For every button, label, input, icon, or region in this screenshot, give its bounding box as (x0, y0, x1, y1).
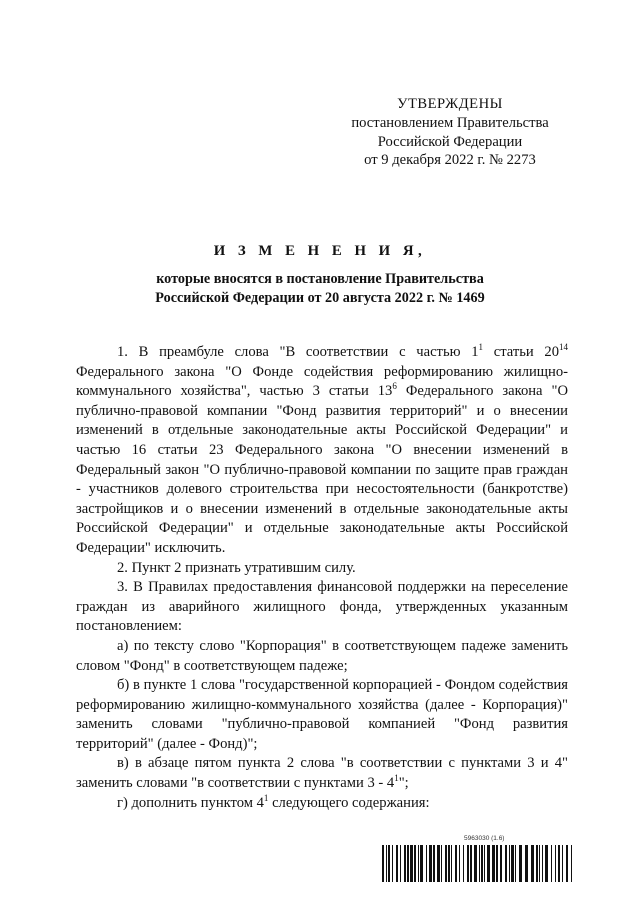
subparagraph-b: б) в пункте 1 слова "государственной корпорацией - Фондом содействия реформированию жилищно-коммунального хозяйства (далее - Корпорация)" заменить словами "публично-правовой компанией "Фонд развития территорий" (далее - Фонд)"; (76, 677, 568, 752)
document-barcode (382, 835, 572, 883)
subparagraph-v (76, 754, 568, 793)
subparagraph-g (76, 794, 568, 814)
barcode-icon (382, 845, 572, 882)
approval-line-government: Российской Федерации (377, 133, 523, 150)
paragraph-1-sup-a: 1 (478, 342, 484, 353)
title-subtitle-line1: которые вносятся в постановление Правительства (156, 271, 484, 287)
paragraph-1-sup-b: 14 (559, 342, 569, 353)
subparagraph-v-text-b: "; (398, 775, 409, 792)
approval-stamp (330, 95, 570, 170)
subparagraph-a: а) по тексту слово "Корпорация" в соответствующем падеже заменить словом "Фонд" в соответствующем падеже; (76, 637, 568, 674)
paragraph-2: 2. Пункт 2 признать утратившим силу. (117, 559, 356, 576)
barcode-number: 5963030 (1.6) (464, 835, 505, 842)
document-body (76, 343, 568, 813)
paragraph-1-text-c: Федерального закона "О Фонде содействия реформированию жилищно-коммунального хозяйства", частью 3 статьи 13 (76, 363, 568, 400)
paragraph-1-text-a: 1. В преамбуле слова "В соответствии с частью 1 (117, 344, 479, 360)
title-heading: И З М Е Н Е Н И Я, (213, 243, 427, 259)
approval-line-resolution: постановлением Правительства (351, 114, 549, 131)
subparagraph-g-text-b: следующего содержания: (268, 794, 430, 811)
paragraph-1 (76, 343, 568, 559)
subparagraph-v-text-a: в) в абзаце пятом пункта 2 слова "в соответствии с пунктами 3 и 4" заменить словами "в соответствии с пунктами 3 - 4 (76, 755, 568, 792)
subparagraph-g-sup: 1 (263, 792, 269, 803)
subparagraph-g-text-a: г) дополнить пунктом 4 (117, 794, 264, 811)
title-subtitle-line2: Российской Федерации от 20 августа 2022 г. № 1469 (155, 289, 485, 306)
paragraph-1-text-d: Федерального закона "О публично-правовой компании "Фонд развития территорий" и о внесении изменений в отдельные законодательные акты Российской Федерации" и частью 16 статьи 23 Федерального закона "О внесении изменений в Федеральный закон "О публично-правовой компании по защите прав граждан - участников долевого строительства при несостоятельности (банкротстве) застройщиков и о внесении изменений в отдельные законодательные акты Российской Федерации" и отдельные законодательные акты Российской Федерации" исключить. (76, 383, 568, 556)
document-title (75, 243, 565, 307)
paragraph-3: 3. В Правилах предоставления финансовой поддержки на переселение граждан из аварийного жилищного фонда, утвержденных указанным постановлением: (76, 579, 568, 635)
subparagraph-v-sup: 1 (394, 773, 399, 784)
approval-heading: УТВЕРЖДЕНЫ (397, 96, 503, 112)
paragraph-1-text-b: статьи 20 (483, 344, 560, 360)
approval-line-date-number: от 9 декабря 2022 г. № 2273 (364, 152, 536, 169)
paragraph-1-sup-c: 6 (392, 381, 397, 392)
